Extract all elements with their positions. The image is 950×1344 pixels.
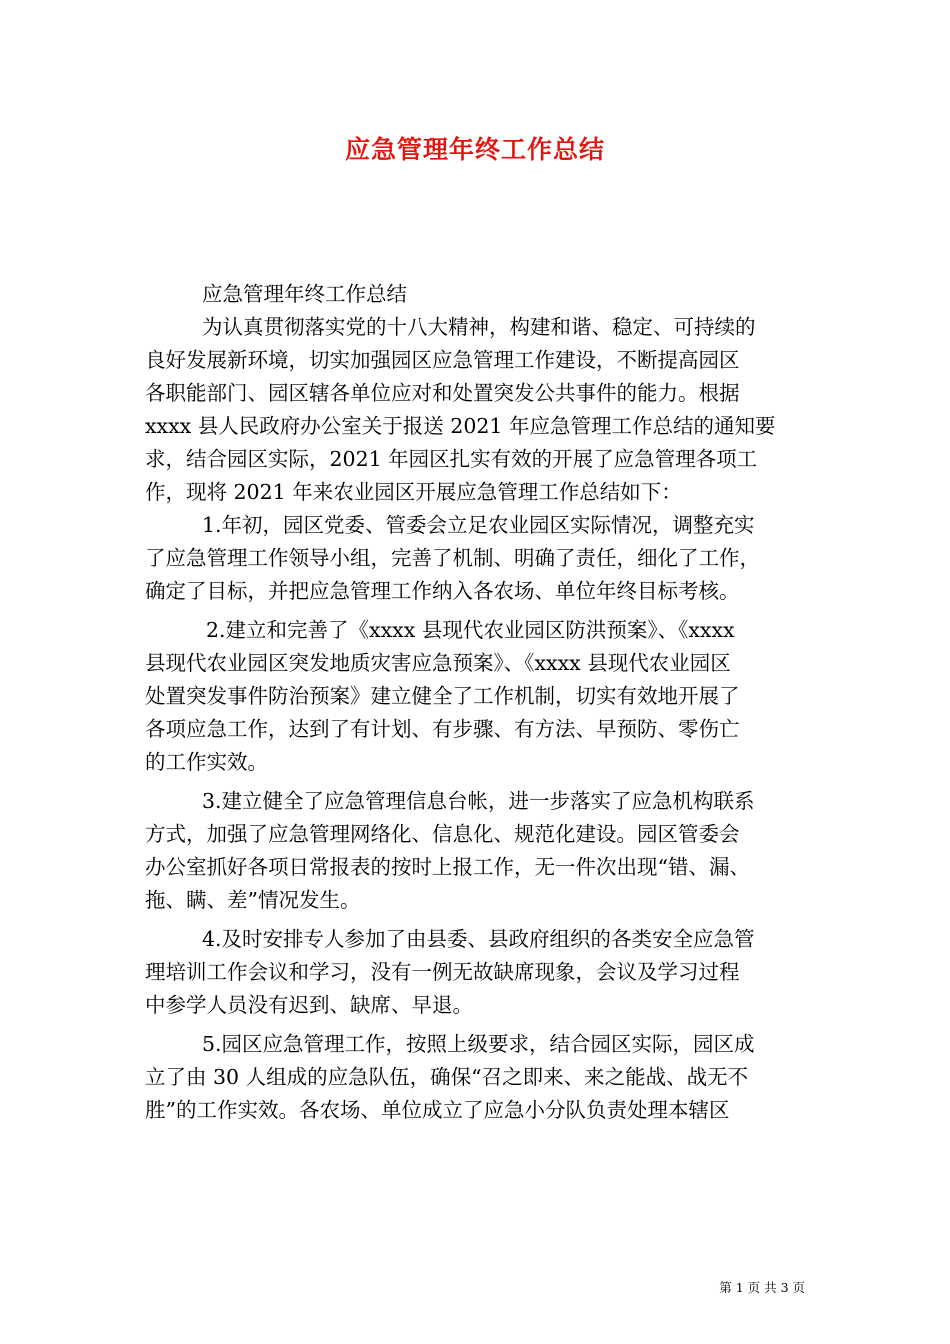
- paragraph-item-3: [145, 785, 805, 917]
- text-line: 5.园区应急管理工作，按照上级要求，结合园区实际，园区成: [202, 1032, 755, 1056]
- text-line: 的工作实效。: [145, 750, 268, 774]
- text-line: 了应急管理工作领导小组，完善了机制、明确了责任，细化了工作，: [145, 546, 760, 570]
- paragraph-item-1: [145, 509, 805, 608]
- text-line: 1.年初，园区党委、管委会立足农业园区实际情况，调整充实: [202, 513, 755, 537]
- paragraph-item-2: [145, 614, 805, 779]
- text-line: xxxx 县人民政府办公室关于报送 2021 年应急管理工作总结的通知要: [145, 414, 776, 438]
- text-line: 中参学人员没有迟到、缺席、早退。: [145, 993, 473, 1017]
- text-line: 胜”的工作实效。各农场、单位成立了应急小分队负责处理本辖区: [145, 1098, 730, 1122]
- text-line: 3.建立健全了应急管理信息台帐，进一步落实了应急机构联系: [202, 789, 755, 813]
- text-line: 处置突发事件防治预案》建立健全了工作机制，切实有效地开展了: [145, 684, 740, 708]
- paragraph-item-4: [145, 923, 805, 1022]
- text-line: 4.及时安排专人参加了由县委、县政府组织的各类安全应急管: [202, 927, 755, 951]
- text-line: 各项应急工作，达到了有计划、有步骤、有方法、早预防、零伤亡: [145, 717, 740, 741]
- text-line: 为认真贯彻落实党的十八大精神，构建和谐、稳定、可持续的: [202, 315, 756, 339]
- document-body: [145, 278, 805, 1127]
- document-title: 应急管理年终工作总结: [344, 135, 605, 164]
- text-line: 应急管理年终工作总结: [202, 282, 407, 306]
- text-line: 求，结合园区实际，2021 年园区扎实有效的开展了应急管理各项工: [145, 447, 758, 471]
- text-line: 2.建立和完善了《xxxx 县现代农业园区防洪预案》、《xxxx: [206, 618, 735, 642]
- text-line: 办公室抓好各项日常报表的按时上报工作，无一件次出现“错、漏、: [145, 855, 750, 879]
- text-line: 各职能部门、园区辖各单位应对和处置突发公共事件的能力。根据: [145, 381, 740, 405]
- text-line: 作，现将 2021 年来农业园区开展应急管理工作总结如下：: [145, 480, 682, 504]
- text-line: 立了由 30 人组成的应急队伍，确保“召之即来、来之能战、战无不: [145, 1065, 749, 1089]
- text-line: 良好发展新环境，切实加强园区应急管理工作建设，不断提高园区: [145, 348, 740, 372]
- text-line: 方式，加强了应急管理网络化、信息化、规范化建设。园区管委会: [145, 822, 740, 846]
- text-line: 确定了目标，并把应急管理工作纳入各农场、单位年终目标考核。: [145, 579, 740, 603]
- text-line: 拖、瞒、差”情况发生。: [145, 888, 361, 912]
- text-line: 理培训工作会议和学习，没有一例无故缺席现象，会议及学习过程: [145, 960, 740, 984]
- text-line: 县现代农业园区突发地质灾害应急预案》、《xxxx 县现代农业园区: [145, 651, 731, 675]
- paragraph-item-5: [145, 1028, 805, 1127]
- paragraph-intro: [145, 311, 805, 509]
- page-number: 第 1 页 共 3 页: [719, 1280, 805, 1295]
- paragraph-heading: [145, 278, 805, 311]
